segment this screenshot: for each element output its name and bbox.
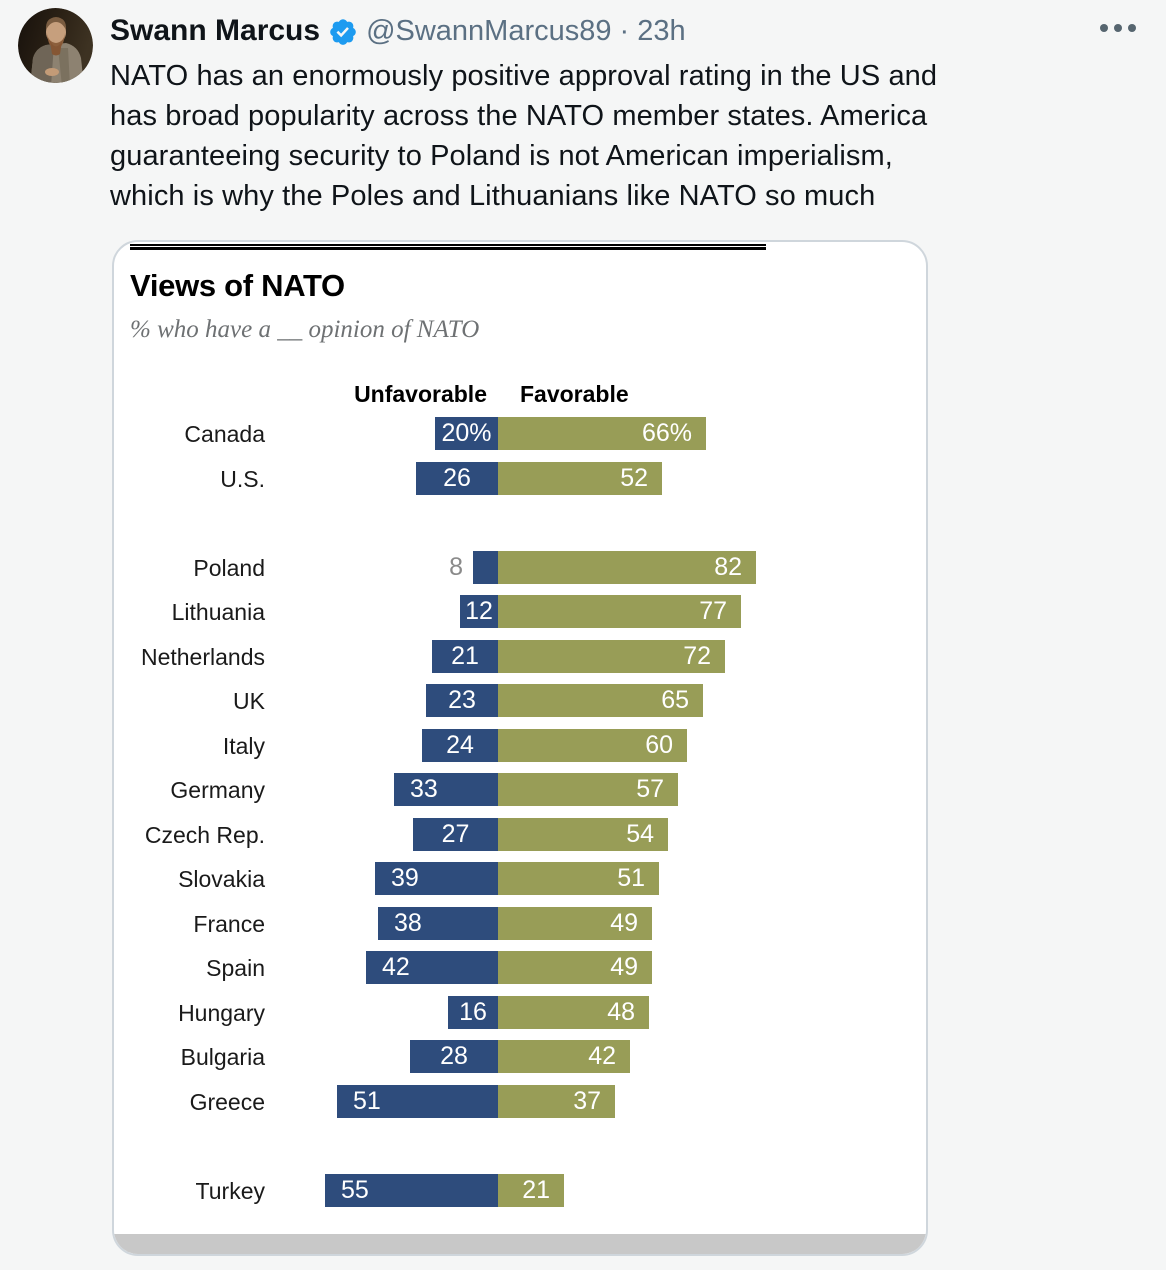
column-header-favorable: Favorable	[520, 381, 629, 407]
favorable-value-label: 54	[626, 819, 654, 848]
country-label: U.S.	[220, 465, 265, 492]
unfavorable-value-label: 12	[465, 597, 493, 625]
favorable-value-label: 72	[683, 641, 711, 670]
unfavorable-bar	[366, 951, 498, 984]
favorable-value-label: 52	[620, 463, 648, 492]
unfavorable-value-label: 55	[341, 1175, 369, 1204]
unfavorable-value-label: 39	[391, 864, 419, 892]
unfavorable-bar	[426, 684, 498, 717]
chart-subtitle: % who have a __ opinion of NATO	[130, 316, 480, 343]
chart-row	[114, 417, 926, 450]
favorable-bar	[498, 862, 659, 895]
country-label: Germany	[170, 777, 265, 803]
chart-row	[114, 1174, 926, 1207]
unfavorable-bar	[413, 818, 498, 851]
favorable-bar	[498, 1085, 615, 1118]
avatar[interactable]	[18, 8, 93, 83]
country-label: Italy	[222, 732, 265, 759]
unfavorable-bar	[416, 462, 498, 495]
chart-title: Views of NATO	[130, 268, 345, 303]
country-label: Canada	[184, 421, 265, 447]
favorable-bar	[498, 462, 662, 495]
country-label: Czech Rep.	[144, 821, 265, 848]
tweet-text	[110, 56, 1150, 216]
ellipsis-icon	[1128, 24, 1136, 32]
chart-row	[114, 773, 926, 806]
country-label: Turkey	[195, 1177, 265, 1204]
favorable-value-label: 37	[573, 1086, 601, 1115]
tweet-text-line: has broad popularity across the NATO member states. America	[110, 100, 928, 132]
favorable-bar	[498, 818, 668, 851]
verified-badge-icon	[328, 17, 358, 47]
unfavorable-value-label: 33	[410, 775, 438, 803]
unfavorable-bar	[325, 1174, 498, 1207]
country-label: UK	[233, 688, 265, 714]
more-options-button[interactable]	[1096, 20, 1140, 36]
favorable-value-label: 42	[588, 1042, 616, 1070]
author-name[interactable]: Swann Marcus	[110, 14, 321, 47]
author-handle[interactable]: @SwannMarcus89	[366, 14, 612, 47]
country-label: France	[193, 910, 265, 937]
chart-row	[114, 1040, 926, 1073]
favorable-bar	[498, 595, 741, 628]
unfavorable-value-label: 24	[446, 730, 474, 759]
favorable-value-label: 49	[610, 953, 638, 981]
chart-card-image[interactable]	[112, 240, 928, 1256]
unfavorable-value-label-outside: 8	[449, 552, 463, 581]
chart-row	[114, 551, 926, 584]
column-header-unfavorable: Unfavorable	[354, 381, 487, 407]
favorable-value-label: 66%	[641, 419, 692, 447]
timestamp-separator: ·	[619, 14, 630, 47]
tweet-text-line: which is why the Poles and Lithuanians like NATO so much	[110, 180, 876, 212]
unfavorable-bar	[460, 595, 498, 628]
favorable-bar	[498, 684, 703, 717]
unfavorable-bar	[337, 1085, 498, 1118]
favorable-bar	[498, 951, 652, 984]
country-label: Greece	[189, 1088, 265, 1115]
chart-row	[114, 684, 926, 717]
favorable-bar	[498, 729, 687, 762]
unfavorable-value-label: 16	[459, 997, 487, 1026]
unfavorable-bar	[473, 551, 498, 584]
unfavorable-bar	[375, 862, 498, 895]
unfavorable-value-label: 20%	[441, 419, 492, 447]
favorable-bar	[498, 1174, 564, 1207]
country-label: Bulgaria	[180, 1044, 265, 1070]
chart-row	[114, 862, 926, 895]
tweet-text-line: guaranteeing security to Poland is not American imperialism,	[110, 140, 893, 172]
unfavorable-bar	[435, 417, 498, 450]
favorable-value-label: 77	[699, 597, 727, 625]
unfavorable-bar	[394, 773, 498, 806]
tweet-header	[110, 10, 686, 52]
favorable-bar	[498, 907, 652, 940]
country-label: Hungary	[178, 999, 265, 1026]
unfavorable-value-label: 38	[394, 908, 422, 937]
chart-row	[114, 951, 926, 984]
favorable-value-label: 21	[522, 1175, 550, 1204]
favorable-value-label: 60	[645, 730, 673, 759]
favorable-bar	[498, 996, 649, 1029]
favorable-bar	[498, 640, 725, 673]
chart-row	[114, 907, 926, 940]
unfavorable-bar	[422, 729, 498, 762]
country-label: Slovakia	[178, 866, 265, 892]
favorable-value-label: 48	[607, 997, 635, 1026]
unfavorable-value-label: 28	[440, 1042, 468, 1070]
tweet-text-line: NATO has an enormously positive approval rating in the US and	[110, 60, 938, 92]
unfavorable-bar	[432, 640, 498, 673]
favorable-value-label: 82	[714, 552, 742, 581]
chart-row	[114, 595, 926, 628]
favorable-value-label: 51	[617, 864, 645, 892]
favorable-bar	[498, 773, 678, 806]
country-label: Spain	[206, 955, 265, 981]
ellipsis-icon	[1100, 24, 1108, 32]
country-label: Lithuania	[171, 599, 265, 625]
chart-row	[114, 818, 926, 851]
ellipsis-icon	[1114, 24, 1122, 32]
unfavorable-value-label: 26	[443, 463, 471, 492]
favorable-value-label: 57	[636, 775, 664, 803]
chart-row	[114, 462, 926, 495]
chart-rows	[114, 242, 926, 1254]
profile-photo-portrait	[18, 8, 93, 83]
favorable-value-label: 49	[610, 908, 638, 937]
favorable-bar	[498, 551, 756, 584]
country-label: Poland	[193, 554, 265, 581]
unfavorable-value-label: 23	[448, 686, 476, 714]
country-label: Netherlands	[140, 643, 265, 670]
timestamp[interactable]: 23h	[637, 14, 686, 47]
chart-row	[114, 1085, 926, 1118]
unfavorable-bar	[410, 1040, 498, 1073]
chart-row	[114, 729, 926, 762]
unfavorable-bar	[448, 996, 498, 1029]
favorable-bar	[498, 417, 706, 450]
bottom-band	[114, 1234, 926, 1254]
unfavorable-bar	[378, 907, 498, 940]
chart-row	[114, 996, 926, 1029]
unfavorable-value-label: 51	[353, 1086, 381, 1115]
favorable-value-label: 65	[661, 686, 689, 714]
favorable-bar	[498, 1040, 630, 1073]
chart-row	[114, 640, 926, 673]
unfavorable-value-label: 42	[382, 953, 410, 981]
unfavorable-value-label: 21	[451, 641, 479, 670]
chart-canvas	[114, 242, 926, 1254]
unfavorable-value-label: 27	[441, 819, 470, 848]
